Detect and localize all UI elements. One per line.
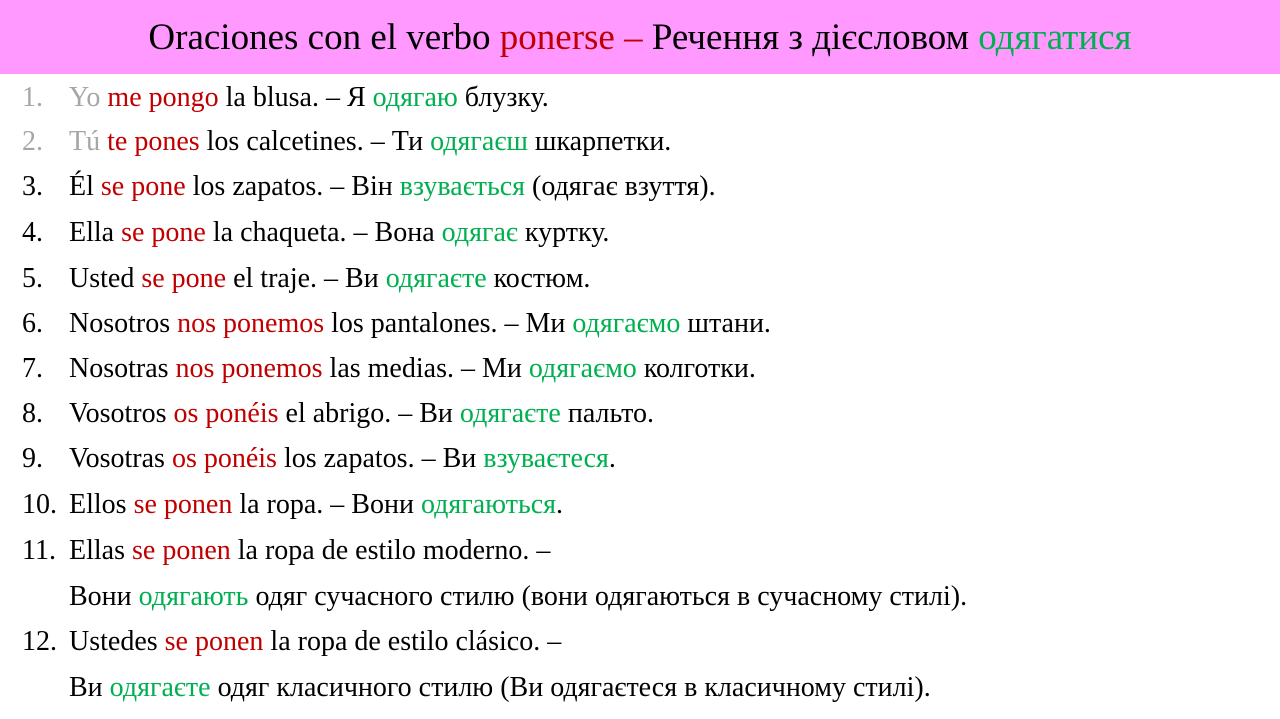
sentence-text: Ellas bbox=[69, 535, 132, 566]
sentence-text: Él bbox=[69, 171, 101, 202]
sentence-spanish-line bbox=[69, 120, 671, 164]
spanish-verb: os ponéis bbox=[171, 443, 277, 474]
item-number: 11. bbox=[22, 535, 56, 566]
spanish-verb: me pongo bbox=[107, 82, 219, 113]
sentence-text: куртку. bbox=[517, 217, 610, 248]
sentence-text: los zapatos. – Ви bbox=[276, 443, 484, 474]
sentence-text: el abrigo. – Ви bbox=[278, 398, 460, 429]
sentence-spanish-line bbox=[69, 437, 616, 481]
sentence-text: . bbox=[556, 489, 564, 520]
sentence-text: las medias. – Ми bbox=[322, 353, 529, 384]
sentence-text: блузку. bbox=[457, 82, 549, 113]
sentence-text: los pantalones. – Ми bbox=[324, 308, 573, 339]
title-spanish-part: Oraciones con el verbo bbox=[148, 16, 500, 58]
item-number: 5. bbox=[22, 263, 43, 294]
sentence-text: la ropa. – Вони bbox=[232, 489, 421, 520]
sentence-text: штани. bbox=[680, 308, 771, 339]
sentence-text: одяг сучасного стилю (вони одягаються в сучасному стилі). bbox=[248, 581, 968, 612]
sentence-text: Nosotros bbox=[69, 308, 178, 339]
item-number: 12. bbox=[22, 626, 57, 657]
sentence-spanish-line bbox=[69, 392, 654, 436]
sentence-spanish-line bbox=[69, 76, 549, 120]
sentence-spanish-line bbox=[69, 257, 590, 301]
sentence-spanish-line bbox=[69, 165, 716, 209]
title-banner bbox=[0, 0, 1280, 74]
ukrainian-verb: одягаєте bbox=[459, 398, 561, 429]
item-number: 9. bbox=[22, 443, 43, 474]
spanish-verb: se pone bbox=[141, 263, 227, 294]
ukrainian-verb: взуваєтеся bbox=[483, 443, 609, 474]
sentence-text: Vosotros bbox=[69, 398, 174, 429]
spanish-verb: os ponéis bbox=[173, 398, 279, 429]
sentence-spanish-line bbox=[69, 483, 563, 527]
item-number: 4. bbox=[22, 217, 43, 248]
sentence-text: Ustedes bbox=[69, 626, 165, 657]
sentence-text: колготки. bbox=[636, 353, 756, 384]
item-number: 8. bbox=[22, 398, 43, 429]
ukrainian-verb: одягаю bbox=[372, 82, 458, 113]
spanish-verb: te pones bbox=[107, 126, 200, 157]
page-title bbox=[148, 16, 1131, 59]
item-number: 2. bbox=[22, 126, 43, 157]
spanish-verb: se pone bbox=[100, 171, 186, 202]
sentence-ukrainian-line bbox=[69, 575, 967, 619]
spanish-verb: se ponen bbox=[132, 535, 231, 566]
spanish-verb: se ponen bbox=[133, 489, 233, 520]
sentence-text: . bbox=[608, 443, 616, 474]
sentence-spanish-line bbox=[69, 347, 756, 391]
sentence-text: Nosotras bbox=[69, 353, 176, 384]
title-ukrainian-part: Речення з дієсловом bbox=[651, 16, 979, 58]
sentence-text: Вони bbox=[69, 581, 139, 612]
item-number: 3. bbox=[22, 171, 43, 202]
sentence-spanish-line bbox=[69, 529, 550, 573]
sentence-text: Ella bbox=[69, 217, 122, 248]
item-number: 1. bbox=[22, 82, 43, 113]
sentence-text: одяг класичного стилю (Ви одягаєтеся в класичному стилі). bbox=[210, 672, 931, 703]
sentence-text: la ropa de estilo clásico. – bbox=[263, 626, 562, 657]
ukrainian-verb: одягаєте bbox=[109, 672, 211, 703]
sentence-text: (одягає взуття). bbox=[525, 171, 716, 202]
spanish-verb: se ponen bbox=[164, 626, 264, 657]
ukrainian-verb: одягаєш bbox=[430, 126, 528, 157]
ukrainian-verb: одягають bbox=[138, 581, 249, 612]
sentence-spanish-line bbox=[69, 211, 609, 255]
ukrainian-verb: одягаємо bbox=[572, 308, 681, 339]
ukrainian-verb: одягаємо bbox=[528, 353, 637, 384]
sentence-text: Usted bbox=[69, 263, 142, 294]
sentence-text: el traje. – Ви bbox=[226, 263, 386, 294]
sentence-text: la ropa de estilo moderno. – bbox=[230, 535, 551, 566]
sentence-spanish-line bbox=[69, 620, 561, 664]
sentence-text: la blusa. – Я bbox=[218, 82, 373, 113]
spanish-verb: nos ponemos bbox=[175, 353, 323, 384]
ukrainian-verb: одягаються bbox=[420, 489, 557, 520]
sentence-text: los zapatos. – Він bbox=[185, 171, 400, 202]
item-number: 7. bbox=[22, 353, 43, 384]
sentence-text: пальто. bbox=[560, 398, 655, 429]
sentence-text: Vosotras bbox=[69, 443, 172, 474]
sentence-ukrainian-line bbox=[69, 666, 931, 710]
title-dash: – bbox=[614, 16, 652, 58]
sentence-text: шкарпетки. bbox=[527, 126, 672, 157]
spanish-verb: se pone bbox=[121, 217, 206, 248]
title-verb-spanish: ponerse bbox=[499, 16, 615, 58]
sentence-text: костюм. bbox=[486, 263, 591, 294]
ukrainian-verb: взувається bbox=[399, 171, 526, 202]
ukrainian-verb: одягаєте bbox=[385, 263, 487, 294]
sentence-spanish-line bbox=[69, 302, 771, 346]
sentence-text: Ви bbox=[69, 672, 110, 703]
sentence-text: los calcetines. – Ти bbox=[199, 126, 431, 157]
item-number: 10. bbox=[22, 489, 57, 520]
title-verb-ukrainian: одягатися bbox=[978, 16, 1132, 58]
ukrainian-verb: одягає bbox=[441, 217, 518, 248]
sentence-text: Ellos bbox=[69, 489, 134, 520]
spanish-verb: nos ponemos bbox=[177, 308, 325, 339]
pronoun-text: Yo bbox=[69, 82, 108, 113]
sentence-text: la chaqueta. – Вона bbox=[205, 217, 442, 248]
item-number: 6. bbox=[22, 308, 43, 339]
pronoun-text: Tú bbox=[69, 126, 108, 157]
